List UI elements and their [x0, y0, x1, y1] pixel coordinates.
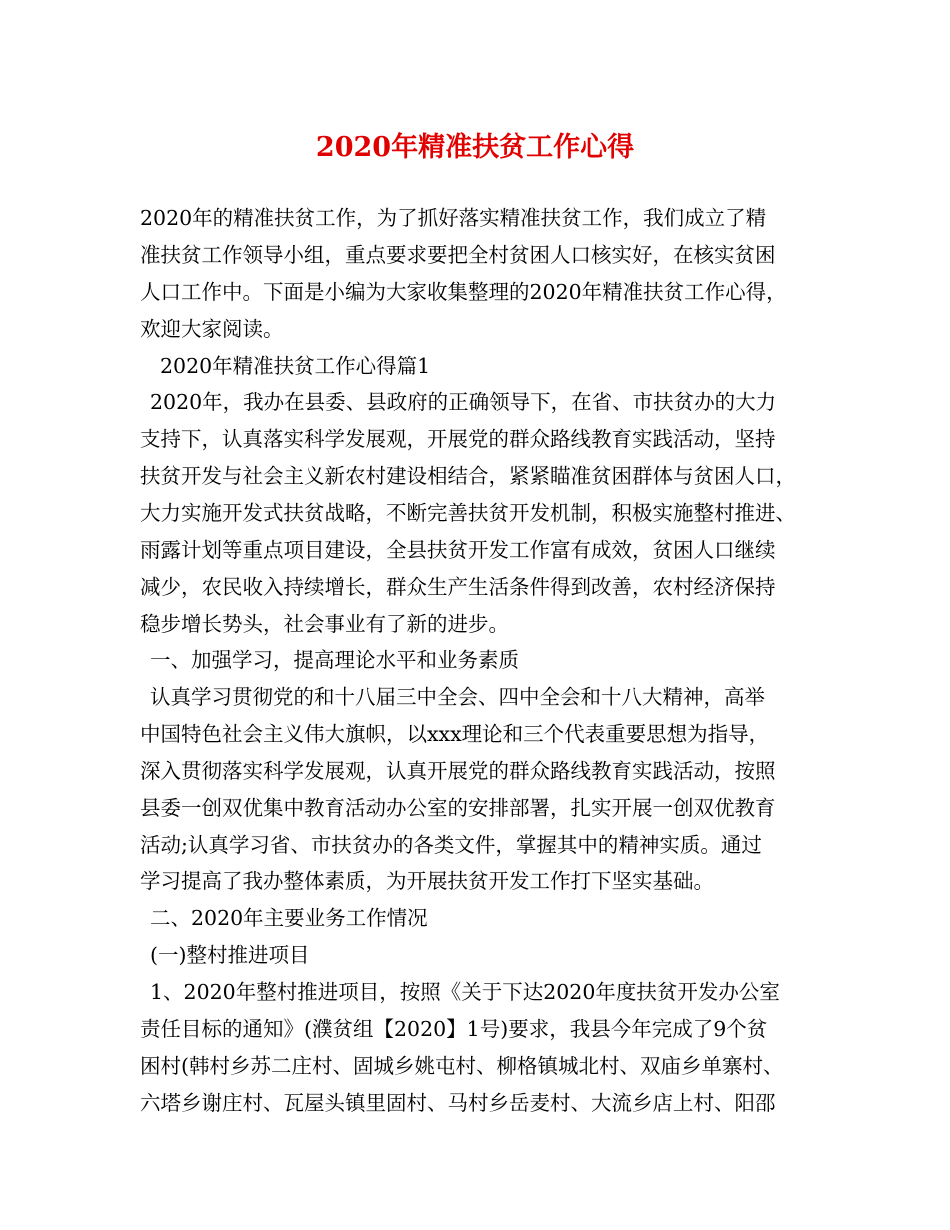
paragraph-line: 人口工作中。下面是小编为大家收集整理的2020年精准扶贫工作心得， [140, 280, 787, 304]
paragraph-line: 支持下，认真落实科学发展观，开展党的群众路线教育实践活动，坚持 [140, 427, 776, 451]
paragraph-line: 欢迎大家阅读。 [140, 317, 284, 341]
paragraph-line: 深入贯彻落实科学发展观，认真开展党的群众路线教育实践活动，按照 [140, 759, 776, 783]
paragraph-line: 活动;认真学习省、市扶贫办的各类文件，掌握其中的精神实质。通过 [140, 833, 762, 857]
paragraph-line: 2020年的精准扶贫工作，为了抓好落实精准扶贫工作，我们成立了精 [140, 206, 767, 230]
paragraph-line: 大力实施开发式扶贫战略，不断完善扶贫开发机制，积极实施整村推进、 [140, 501, 796, 525]
section-heading: 二、2020年主要业务工作情况 [150, 906, 428, 930]
paragraph-line: 准扶贫工作领导小组，重点要求要把全村贫困人口核实好，在核实贫困 [140, 243, 776, 267]
paragraph-line: 六塔乡谢庄村、瓦屋头镇里固村、马村乡岳麦村、大流乡店上村、阳邵 [140, 1091, 776, 1115]
paragraph-line: 减少，农民收入持续增长，群众生产生活条件得到改善，农村经济保持 [140, 575, 776, 599]
paragraph-line: 扶贫开发与社会主义新农村建设相结合，紧紧瞄准贫困群体与贫困人口， [140, 464, 796, 488]
paragraph-line: 困村(韩村乡苏二庄村、固城乡姚屯村、柳格镇城北村、双庙乡单寨村、 [140, 1054, 784, 1078]
paragraph-line: 责任目标的通知》(濮贫组【2020】1号)要求，我县今年完成了9个贫 [140, 1017, 768, 1041]
section-heading: 2020年精准扶贫工作心得篇1 [160, 354, 431, 378]
paragraph-line: 中国特色社会主义伟大旗帜，以xxx理论和三个代表重要思想为指导， [140, 722, 770, 746]
subsection-heading: (一)整村推进项目 [150, 943, 310, 967]
paragraph-line: 2020年，我办在县委、县政府的正确领导下，在省、市扶贫办的大力 [150, 390, 777, 414]
section-heading: 一、加强学习，提高理论水平和业务素质 [150, 648, 519, 672]
paragraph-line: 雨露计划等重点项目建设，全县扶贫开发工作富有成效，贫困人口继续 [140, 538, 776, 562]
paragraph-line: 学习提高了我办整体素质，为开展扶贫开发工作打下坚实基础。 [140, 869, 714, 893]
paragraph-line: 认真学习贯彻党的和十八届三中全会、四中全会和十八大精神，高举 [150, 685, 765, 709]
paragraph-line: 稳步增长势头，社会事业有了新的进步。 [140, 612, 509, 636]
paragraph-line: 1、2020年整村推进项目，按照《关于下达2020年度扶贫开发办公室 [150, 980, 780, 1004]
paragraph-line: 县委一创双优集中教育活动办公室的安排部署，扎实开展一创双优教育 [140, 796, 776, 820]
document-title: 2020年精准扶贫工作心得 [315, 132, 635, 163]
